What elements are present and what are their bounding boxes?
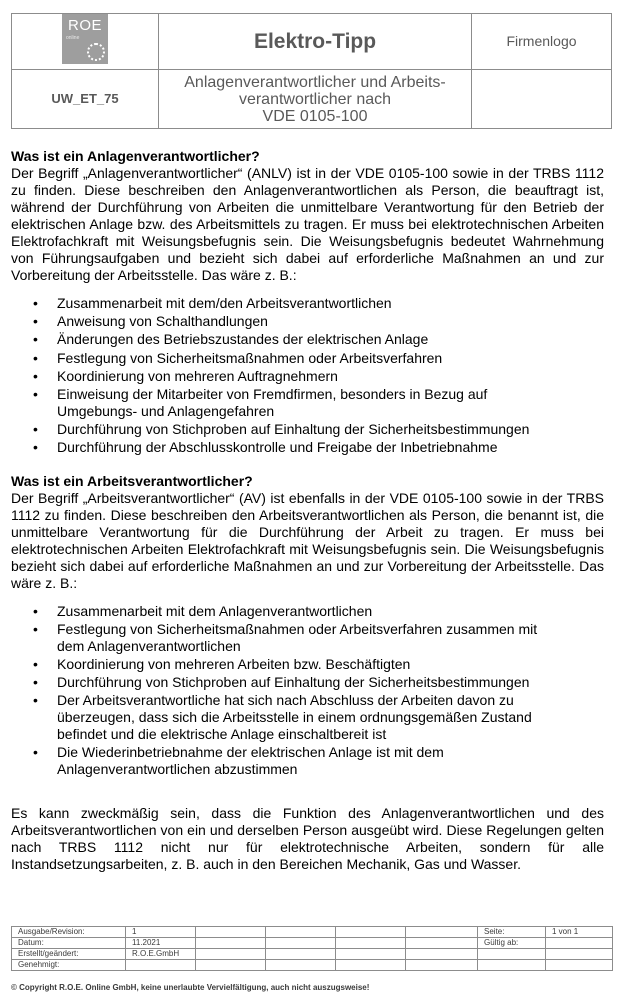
- title-cell: [159, 14, 472, 70]
- list-item: • Änderungen des Betriebszustandes der elektrischen Anlage: [57, 331, 604, 348]
- list-item: • Einweisung der Mitarbeiter von Fremdfirmen, besonders in Bezug auf Umgebungs- und Anlagengefahren: [57, 386, 604, 420]
- list-item: • Koordinierung von mehreren Arbeiten bzw. Beschäftigten: [57, 656, 604, 673]
- list-item: • Zusammenarbeit mit dem/den Arbeitsverantwortlichen: [57, 295, 604, 312]
- document-title: Elektro-Tipp: [253, 29, 377, 53]
- doc-id-cell: [12, 70, 159, 129]
- footer-value: 1: [126, 927, 196, 938]
- section-paragraph: Der Begriff „Arbeitsverantwortlicher“ (AV) ist ebenfalls in der VDE 0105-100 sowie in der TRBS 1112 zu finden. Diese beschreiben den Arbeitsverantwortlichen als Person, die benannt ist, die unmittelbare Verantwortung für die Durchführung der Arbeit zu tragen. Er muss bei elektrotechnischen Arbeiten Elektrofachkraft mit Weisungsbefugnis sein. Die Weisungsbefugnis bezieht sich dabei auf erforderliche Maßnahmen an und zur Vorbereitung der Arbeitsstelle. Das wäre z. B.:: [11, 489, 604, 591]
- subtitle-cell: [159, 70, 472, 129]
- list-item: • Durchführung der Abschlusskontrolle und Freigabe der Inbetriebnahme: [57, 439, 604, 456]
- footer-label: Gültig ab:: [478, 938, 546, 949]
- section-paragraph: Der Begriff „Anlagenverantwortlicher“ (ANLV) ist in der VDE 0105-100 sowie in der TRBS 1112 zu finden. Diese beschreiben den Anlagenverantwortlichen als Person, die beauftragt ist, während der Durchführung von Arbeiten die unmittelbare Verantwortung für den Betrieb der elektrischen Anlage bzw. des Arbeitsmittels zu tragen. Er muss bei elektrotechnischen Arbeiten Elektrofachkraft mit Weisungsbefugnis sein. Die Weisungsbefugnis bedeutet Wahrnehmung von Führungsaufgaben und bezieht sich dabei auf erforderliche Maßnahmen an und zur Vorbereitung der Arbeitsstelle. Das wäre z. B.:: [11, 165, 604, 283]
- bullet-list: [11, 603, 604, 779]
- closing-paragraph: Es kann zweckmäßig sein, dass die Funktion des Anlagenverantwortlichen und des Arbeitsverantwortlichen von ein und derselben Person ausgeübt wird. Diese Regelungen gelten nach TRBS 1112 nicht nur für elektrotechnische Arbeiten, sondern für alle Instandsetzungsarbeiten, z. B. auch in den Bereichen Mechanik, Gas und Wasser.: [11, 804, 604, 872]
- empty-cell: [472, 70, 612, 129]
- document-body: [11, 148, 604, 873]
- list-item: • Zusammenarbeit mit dem Anlagenverantwortlichen: [57, 603, 604, 620]
- section-heading: Was ist ein Anlagenverantwortlicher?: [11, 148, 260, 164]
- footer-value: R.O.E.GmbH: [126, 949, 196, 960]
- subtitle-line: verantwortlicher nach: [238, 90, 392, 108]
- footer-label: Erstellt/geändert:: [12, 949, 126, 960]
- list-item: • Die Wiederinbetriebnahme der elektrischen Anlage ist mit dem Anlagenverantwortlichen abzustimmen: [57, 744, 604, 778]
- footer-table: [11, 926, 613, 971]
- footer-label: Genehmigt:: [12, 960, 126, 971]
- bullet-list: [11, 295, 604, 456]
- list-item: • Durchführung von Stichproben auf Einhaltung der Sicherheitsbestimmungen: [57, 674, 604, 691]
- footer-label: Ausgabe/Revision:: [12, 927, 126, 938]
- footer-value: 11.2021: [126, 938, 196, 949]
- document-id: UW_ET_75: [51, 91, 119, 106]
- list-item: • Durchführung von Stichproben auf Einhaltung der Sicherheitsbestimmungen: [57, 421, 604, 438]
- company-logo-cell: [472, 14, 612, 70]
- roe-logo: [62, 14, 108, 64]
- list-item: • Festlegung von Sicherheitsmaßnahmen oder Arbeitsverfahren zusammen mit dem Anlagenverantwortlichen: [57, 621, 604, 655]
- list-item: • Koordinierung von mehreren Auftragnehmern: [57, 368, 604, 385]
- footer-value: 1 von 1: [546, 927, 613, 938]
- logo-mark-icon: [87, 43, 105, 61]
- footer-label: Datum:: [12, 938, 126, 949]
- logo-subtext: online: [66, 35, 80, 41]
- company-logo-placeholder: Firmenlogo: [506, 32, 577, 49]
- copyright-notice: © Copyright R.O.E. Online GmbH, keine unerlaubte Vervielfältigung, auch nicht auszugsweise!: [11, 983, 370, 992]
- logo-text: ROE: [67, 17, 102, 34]
- section-heading: Was ist ein Arbeitsverantwortlicher?: [11, 472, 253, 489]
- logo-cell: [12, 14, 159, 70]
- subtitle-line: VDE 0105-100: [262, 107, 368, 125]
- list-item: • Der Arbeitsverantwortliche hat sich nach Abschluss der Arbeiten davon zu überzeugen, dass sich die Arbeitsstelle in einem ordnungsgemäßen Zustand befindet und die elektrische Anlage einschaltbereit ist: [57, 692, 604, 743]
- subtitle-line: Anlagenverantwortlicher und Arbeits-: [184, 73, 446, 91]
- list-item: • Festlegung von Sicherheitsmaßnahmen oder Arbeitsverfahren: [57, 350, 604, 367]
- footer-label: Seite:: [478, 927, 546, 938]
- header-table: [11, 13, 612, 129]
- list-item: • Anweisung von Schalthandlungen: [57, 313, 604, 330]
